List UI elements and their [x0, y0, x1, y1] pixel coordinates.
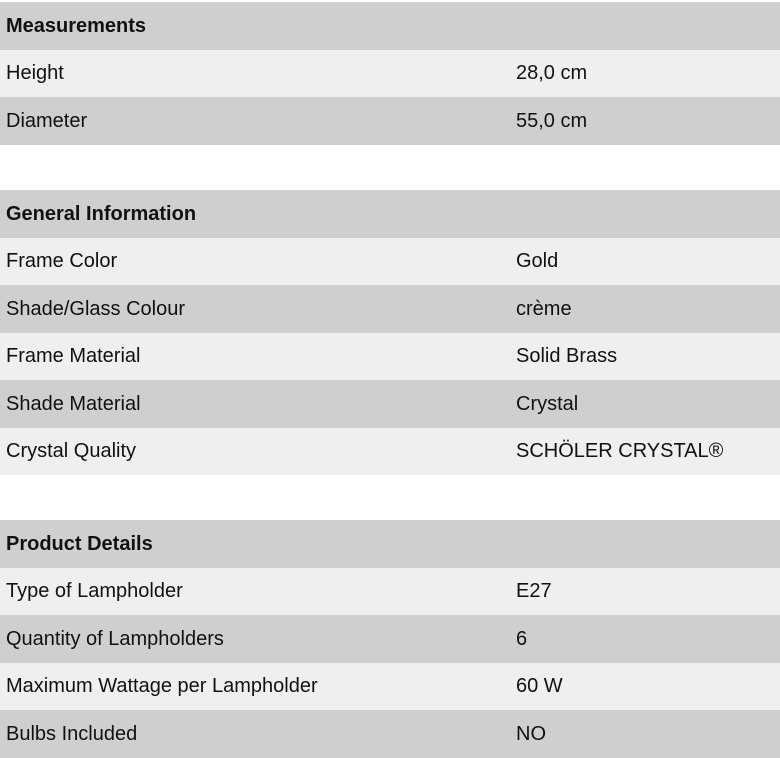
section-header	[0, 520, 780, 568]
row-label: Maximum Wattage per Lampholder	[6, 675, 318, 698]
row-label: Frame Material	[6, 345, 141, 368]
section-title: Measurements	[6, 14, 147, 37]
row-label: Height	[6, 62, 64, 85]
table-row	[0, 380, 780, 428]
section-title: Product Details	[6, 532, 153, 555]
row-value: Crystal	[516, 392, 579, 415]
row-value: NO	[516, 722, 546, 745]
row-value: E27	[516, 580, 552, 603]
row-label: Type of Lampholder	[6, 580, 183, 603]
row-label: Diameter	[6, 109, 88, 132]
row-value: 6	[516, 627, 528, 650]
table-row	[0, 285, 780, 333]
row-label: Frame Color	[6, 250, 118, 273]
row-label: Quantity of Lampholders	[6, 627, 224, 650]
section-product-details	[0, 520, 780, 758]
row-label: Crystal Quality	[6, 440, 137, 463]
table-row	[0, 710, 780, 758]
row-label: Shade Material	[6, 392, 141, 415]
table-row	[0, 50, 780, 98]
section-header	[0, 2, 780, 50]
row-value: 28,0 cm	[516, 62, 588, 85]
table-row	[0, 428, 780, 476]
row-value: Gold	[516, 250, 559, 273]
section-header	[0, 190, 780, 238]
table-row	[0, 663, 780, 711]
row-value: crème	[516, 297, 572, 320]
section-measurements	[0, 2, 780, 145]
row-value: 55,0 cm	[516, 109, 588, 132]
table-row	[0, 238, 780, 286]
section-title: General Information	[6, 202, 197, 225]
row-label: Bulbs Included	[6, 722, 138, 745]
table-row	[0, 568, 780, 616]
row-value: Solid Brass	[516, 345, 618, 368]
row-label: Shade/Glass Colour	[6, 297, 185, 320]
section-general-information	[0, 190, 780, 475]
table-row	[0, 615, 780, 663]
row-value: 60 W	[516, 675, 563, 698]
table-row	[0, 333, 780, 381]
table-row	[0, 97, 780, 145]
row-value: SCHÖLER CRYSTAL®	[516, 440, 724, 463]
